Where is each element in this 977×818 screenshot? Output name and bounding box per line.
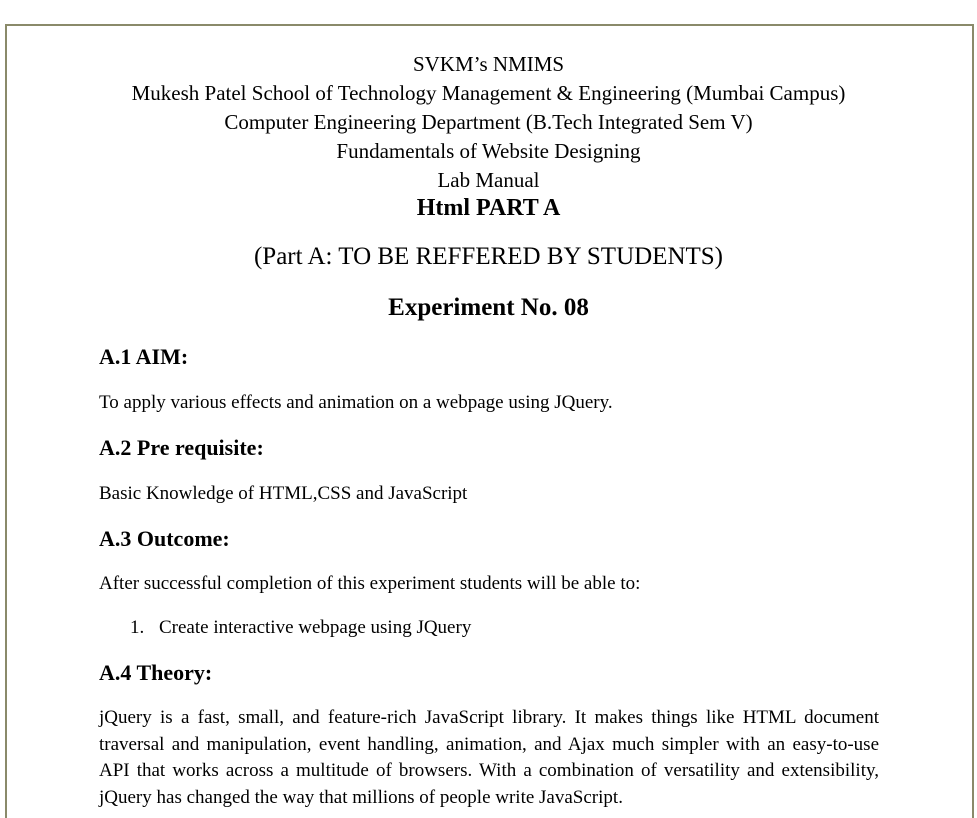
experiment-title: Experiment No. 08 bbox=[388, 294, 589, 321]
prerequisite-text: Basic Knowledge of HTML,CSS and JavaScript bbox=[99, 483, 468, 504]
part-title: Html PART A bbox=[416, 195, 561, 221]
theory-paragraph: jQuery is a fast, small, and feature-rich JavaScript library. It makes things like HTML document traversal and manipulation, event handling, animation, and Ajax much simpler with an easy-to-use API that works across a multitude of browsers. With a combination of versatility and extensibility, jQuery has changed the way that millions of people write JavaScript. bbox=[99, 707, 879, 808]
list-item-text: Create interactive webpage using JQuery bbox=[159, 617, 472, 638]
aim-text: To apply various effects and animation on a webpage using JQuery. bbox=[99, 392, 613, 413]
course-name: Fundamentals of Website Designing bbox=[336, 139, 641, 163]
department-name: Computer Engineering Department (B.Tech Integrated Sem V) bbox=[224, 110, 753, 134]
institute-name: SVKM’s NMIMS bbox=[412, 52, 565, 76]
aim-heading: A.1 AIM: bbox=[99, 344, 189, 369]
outcome-text: After successful completion of this experiment students will be able to: bbox=[99, 573, 641, 594]
school-name: Mukesh Patel School of Technology Management & Engineering (Mumbai Campus) bbox=[131, 81, 846, 105]
prerequisite-heading: A.2 Pre requisite: bbox=[99, 435, 264, 460]
theory-heading: A.4 Theory: bbox=[99, 660, 213, 685]
part-subtitle: (Part A: TO BE REFFERED BY STUDENTS) bbox=[253, 243, 724, 270]
manual-label: Lab Manual bbox=[437, 168, 540, 192]
list-item-number: 1. bbox=[130, 617, 145, 638]
list-item bbox=[130, 617, 471, 639]
outcome-heading: A.3 Outcome: bbox=[99, 526, 230, 551]
